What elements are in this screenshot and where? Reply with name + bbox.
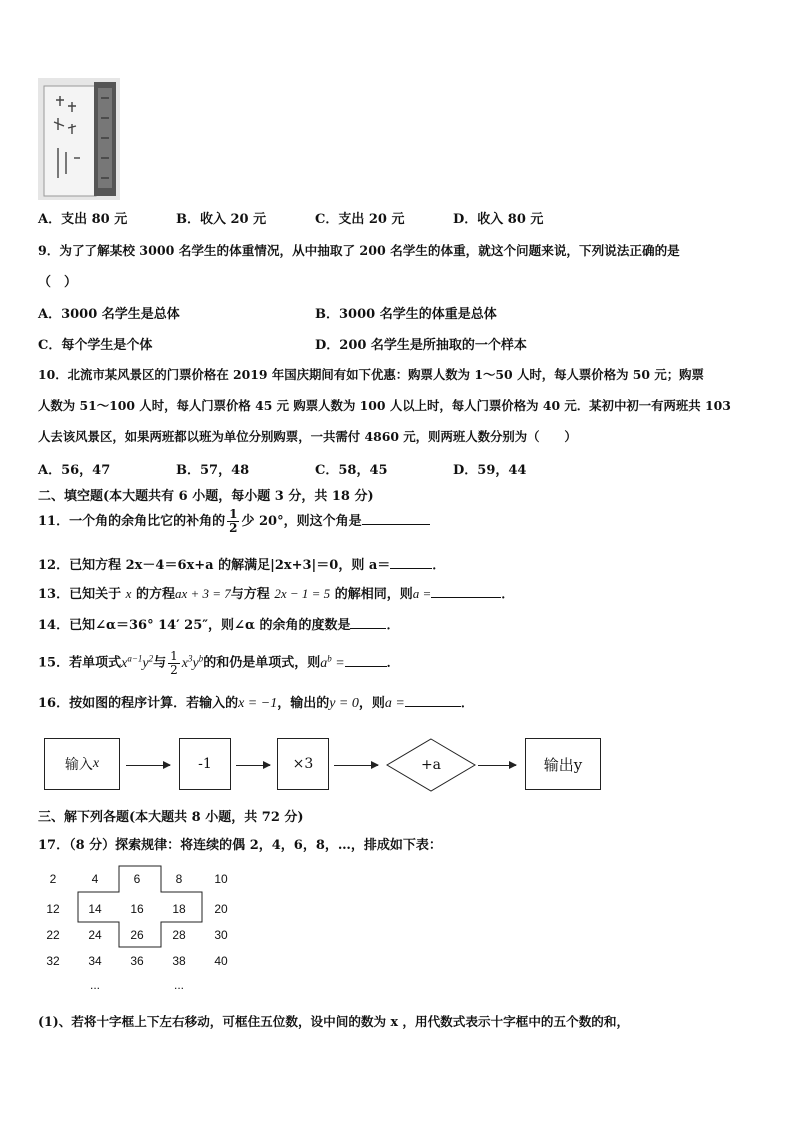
- q9-stem-line2: （ ）: [38, 275, 78, 290]
- q16-answer-blank[interactable]: [405, 706, 461, 707]
- grid-cell: 22: [46, 928, 60, 942]
- grid-cell: 32: [46, 954, 60, 968]
- q11-text-pre: 11．一个角的余角比它的补角的: [38, 514, 226, 529]
- grid-cell: 26: [130, 928, 144, 942]
- grid-cell: 34: [88, 954, 102, 968]
- q10-option-b: B．57，48: [176, 463, 250, 478]
- grid-cell: 4: [91, 872, 99, 886]
- q10-stem-line1: 10．北流市某风景区的门票价格在 2019 年国庆期间有如下优惠：购票人数为 1～50 人时，每人票价格为 50 元；购票: [38, 367, 704, 382]
- q12-text: 12．已知方程 2x－4＝6x+a 的解满足|2x+3|＝0，则 a＝: [38, 558, 391, 573]
- flow-minus-box: -1: [179, 738, 231, 790]
- grid-cell: 28: [172, 928, 186, 942]
- grid-cell: 40: [214, 954, 228, 968]
- q12: 12．已知方程 2x－4＝6x+a 的解满足|2x+3|＝0，则 a＝ ．: [38, 558, 446, 573]
- q9-option-d: D．200 名学生是所抽取的一个样本: [315, 338, 527, 353]
- grid-cell: 24: [88, 928, 102, 942]
- q14: 14．已知∠α＝36° 14′ 25″，则∠α 的余角的度数是 ．: [38, 618, 400, 633]
- q9-option-c: C．每个学生是个体: [38, 338, 153, 353]
- q11-answer-blank[interactable]: [362, 524, 430, 525]
- q17-stem: 17．（8 分）探索规律：将连续的偶 2，4，6，8，…，排成如下表：: [38, 838, 442, 853]
- grid-cell: 20: [214, 902, 228, 916]
- even-number-grid: [40, 864, 250, 994]
- q11-text-post: 少 20°，则这个角是: [241, 514, 362, 529]
- q17-sub-1: (1)、若将十字框上下左右移动，可框住五位数，设中间的数为 x ，用代数式表示十字框中的五个数的和，: [38, 1014, 630, 1029]
- q11: [38, 507, 430, 537]
- q16: 16．按如图的程序计算．若输入的x = −1，输出的y = 0，则a = ．: [38, 696, 474, 711]
- flow-arrow-2: [236, 765, 270, 766]
- flow-plus-diamond: [386, 738, 476, 792]
- q9-stem-line1: 9．为了了解某校 3000 名学生的体重情况，从中抽取了 200 名学生的体重，就这个问题来说，下列说法正确的是: [38, 243, 680, 258]
- section-3-heading: 三、解下列各题(本大题共 8 小题，共 72 分): [38, 810, 304, 825]
- q9-option-b: B．3000 名学生的体重是总体: [315, 307, 497, 322]
- grid-cell: 12: [46, 902, 60, 916]
- q10-option-a: A．56，47: [38, 463, 111, 478]
- flow-arrow-1: [126, 765, 170, 766]
- q13-answer-blank[interactable]: [431, 597, 501, 598]
- grid-cell: 14: [88, 902, 102, 916]
- q13: 13．已知关于 x 的方程ax + 3 = 7与方程 2x − 1 = 5 的解相同，则a = ．: [38, 586, 515, 602]
- q10-option-c: C．58，45: [315, 463, 388, 478]
- flow-arrow-4: [478, 765, 516, 766]
- flow-times-box: ×3: [277, 738, 329, 790]
- q8-option-c: C．支出 20 元: [315, 212, 405, 227]
- grid-cell: 16: [130, 902, 144, 916]
- q8-option-a: A．支出 80 元: [38, 212, 128, 227]
- grid-cell: 10: [214, 872, 228, 886]
- q15-answer-blank[interactable]: [345, 666, 387, 667]
- q10-stem-line2: 人数为 51～100 人时，每人门票价格 45 元 购票人数为 100 人以上时，每人门票价格为 40 元．某初中初一有两班共 103: [38, 398, 731, 413]
- grid-ellipsis: ...: [89, 978, 100, 992]
- grid-cell: 30: [214, 928, 228, 942]
- flow-input-box: 输入 x: [44, 738, 120, 790]
- flow-arrow-3: [334, 765, 378, 766]
- flow-plus-label: +a: [420, 757, 442, 773]
- book-photo: [38, 78, 120, 200]
- q15: 15．若单项式$x^{a-1}y^2$与 $\frac{1}{2}$ $x^3y^b$的和仍是单项式，则$a^b$ = ．: [38, 648, 400, 677]
- flow-output-box: 输出y: [525, 738, 601, 790]
- section-2-heading: 二、填空题(本大题共有 6 小题，每小题 3 分，共 18 分): [38, 489, 374, 504]
- q8-option-d: D．收入 80 元: [453, 212, 544, 227]
- q14-text: 14．已知∠α＝36° 14′ 25″，则∠α 的余角的度数是: [38, 618, 351, 633]
- grid-ellipsis: ...: [173, 978, 184, 992]
- q11-fraction: $\frac{1}{2}$: [229, 507, 238, 535]
- q10-stem-line3: 人去该风景区，如果两班都以班为单位分别购票，一共需付 4860 元，则两班人数分别为（ ）: [38, 429, 577, 444]
- q14-answer-blank[interactable]: [350, 628, 386, 629]
- q9-option-a: A．3000 名学生是总体: [38, 307, 180, 322]
- grid-cell: 6: [133, 872, 141, 886]
- q12-answer-blank[interactable]: [390, 568, 432, 569]
- q8-option-b: B．收入 20 元: [176, 212, 267, 227]
- grid-cell: 18: [172, 902, 186, 916]
- q10-option-d: D．59，44: [453, 463, 527, 478]
- grid-cell: 8: [175, 872, 183, 886]
- grid-cell: 2: [49, 872, 57, 886]
- grid-cell: 36: [130, 954, 144, 968]
- grid-cell: 38: [172, 954, 186, 968]
